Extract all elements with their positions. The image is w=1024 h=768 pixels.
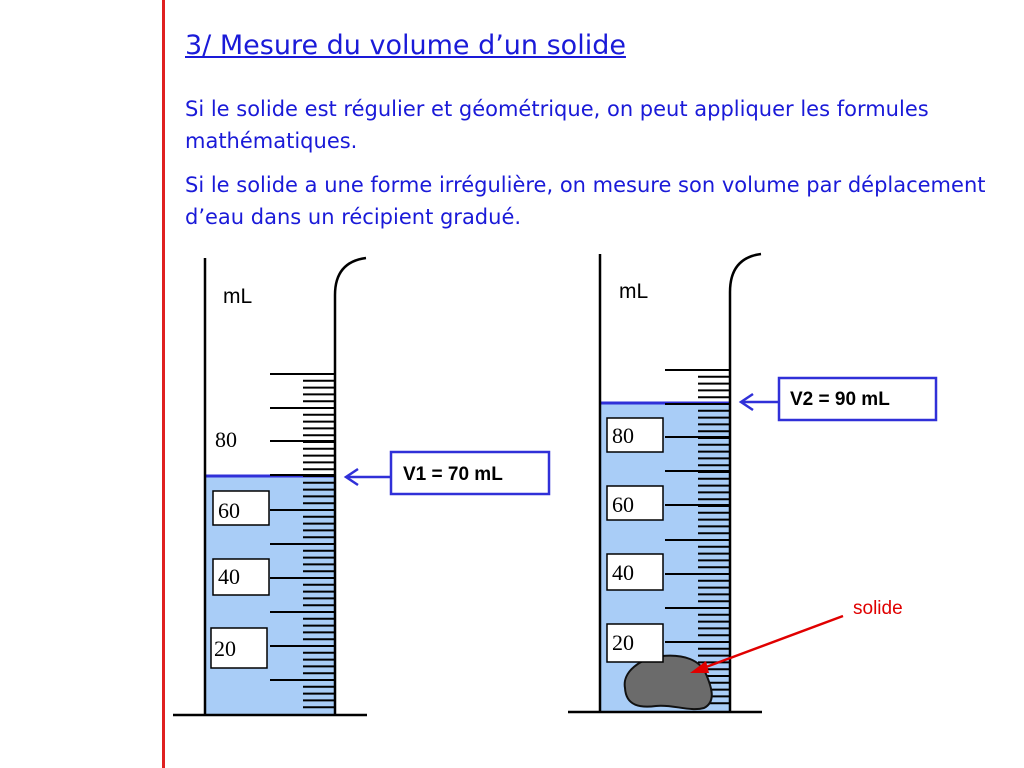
right-cylinder-wall-right: [730, 254, 761, 712]
paragraph-irregular-solid: Si le solide a une forme irrégulière, on mesure son volume par déplacement d’eau dans un récipient gradué.: [185, 173, 986, 229]
left-unit-label: mL: [223, 285, 253, 308]
paragraph-regular-solid: Si le solide est régulier et géométrique, on peut appliquer les formules mathématiques.: [185, 97, 929, 153]
irregular-solid: [625, 656, 712, 710]
left-scale-label-80: 80: [215, 427, 237, 452]
right-scale-label-80: 80: [612, 423, 634, 448]
left-scale-label-60: 60: [218, 498, 240, 523]
right-unit-label: mL: [619, 280, 649, 303]
left-cylinder: [173, 258, 549, 715]
page-title: 3/ Mesure du volume d’un solide: [185, 30, 626, 61]
right-reading-label: V2 = 90 mL: [790, 389, 890, 410]
right-cylinder: [568, 254, 936, 712]
left-cylinder-wall-right: [335, 258, 366, 715]
solid-label: solide: [853, 598, 903, 619]
left-scale-label-40: 40: [218, 564, 240, 589]
right-scale-label-60: 60: [612, 492, 634, 517]
left-reading-label: V1 = 70 mL: [403, 464, 503, 485]
right-scale-label-40: 40: [612, 560, 634, 585]
right-scale-label-20: 20: [612, 630, 634, 655]
left-scale-label-20: 20: [214, 636, 236, 661]
